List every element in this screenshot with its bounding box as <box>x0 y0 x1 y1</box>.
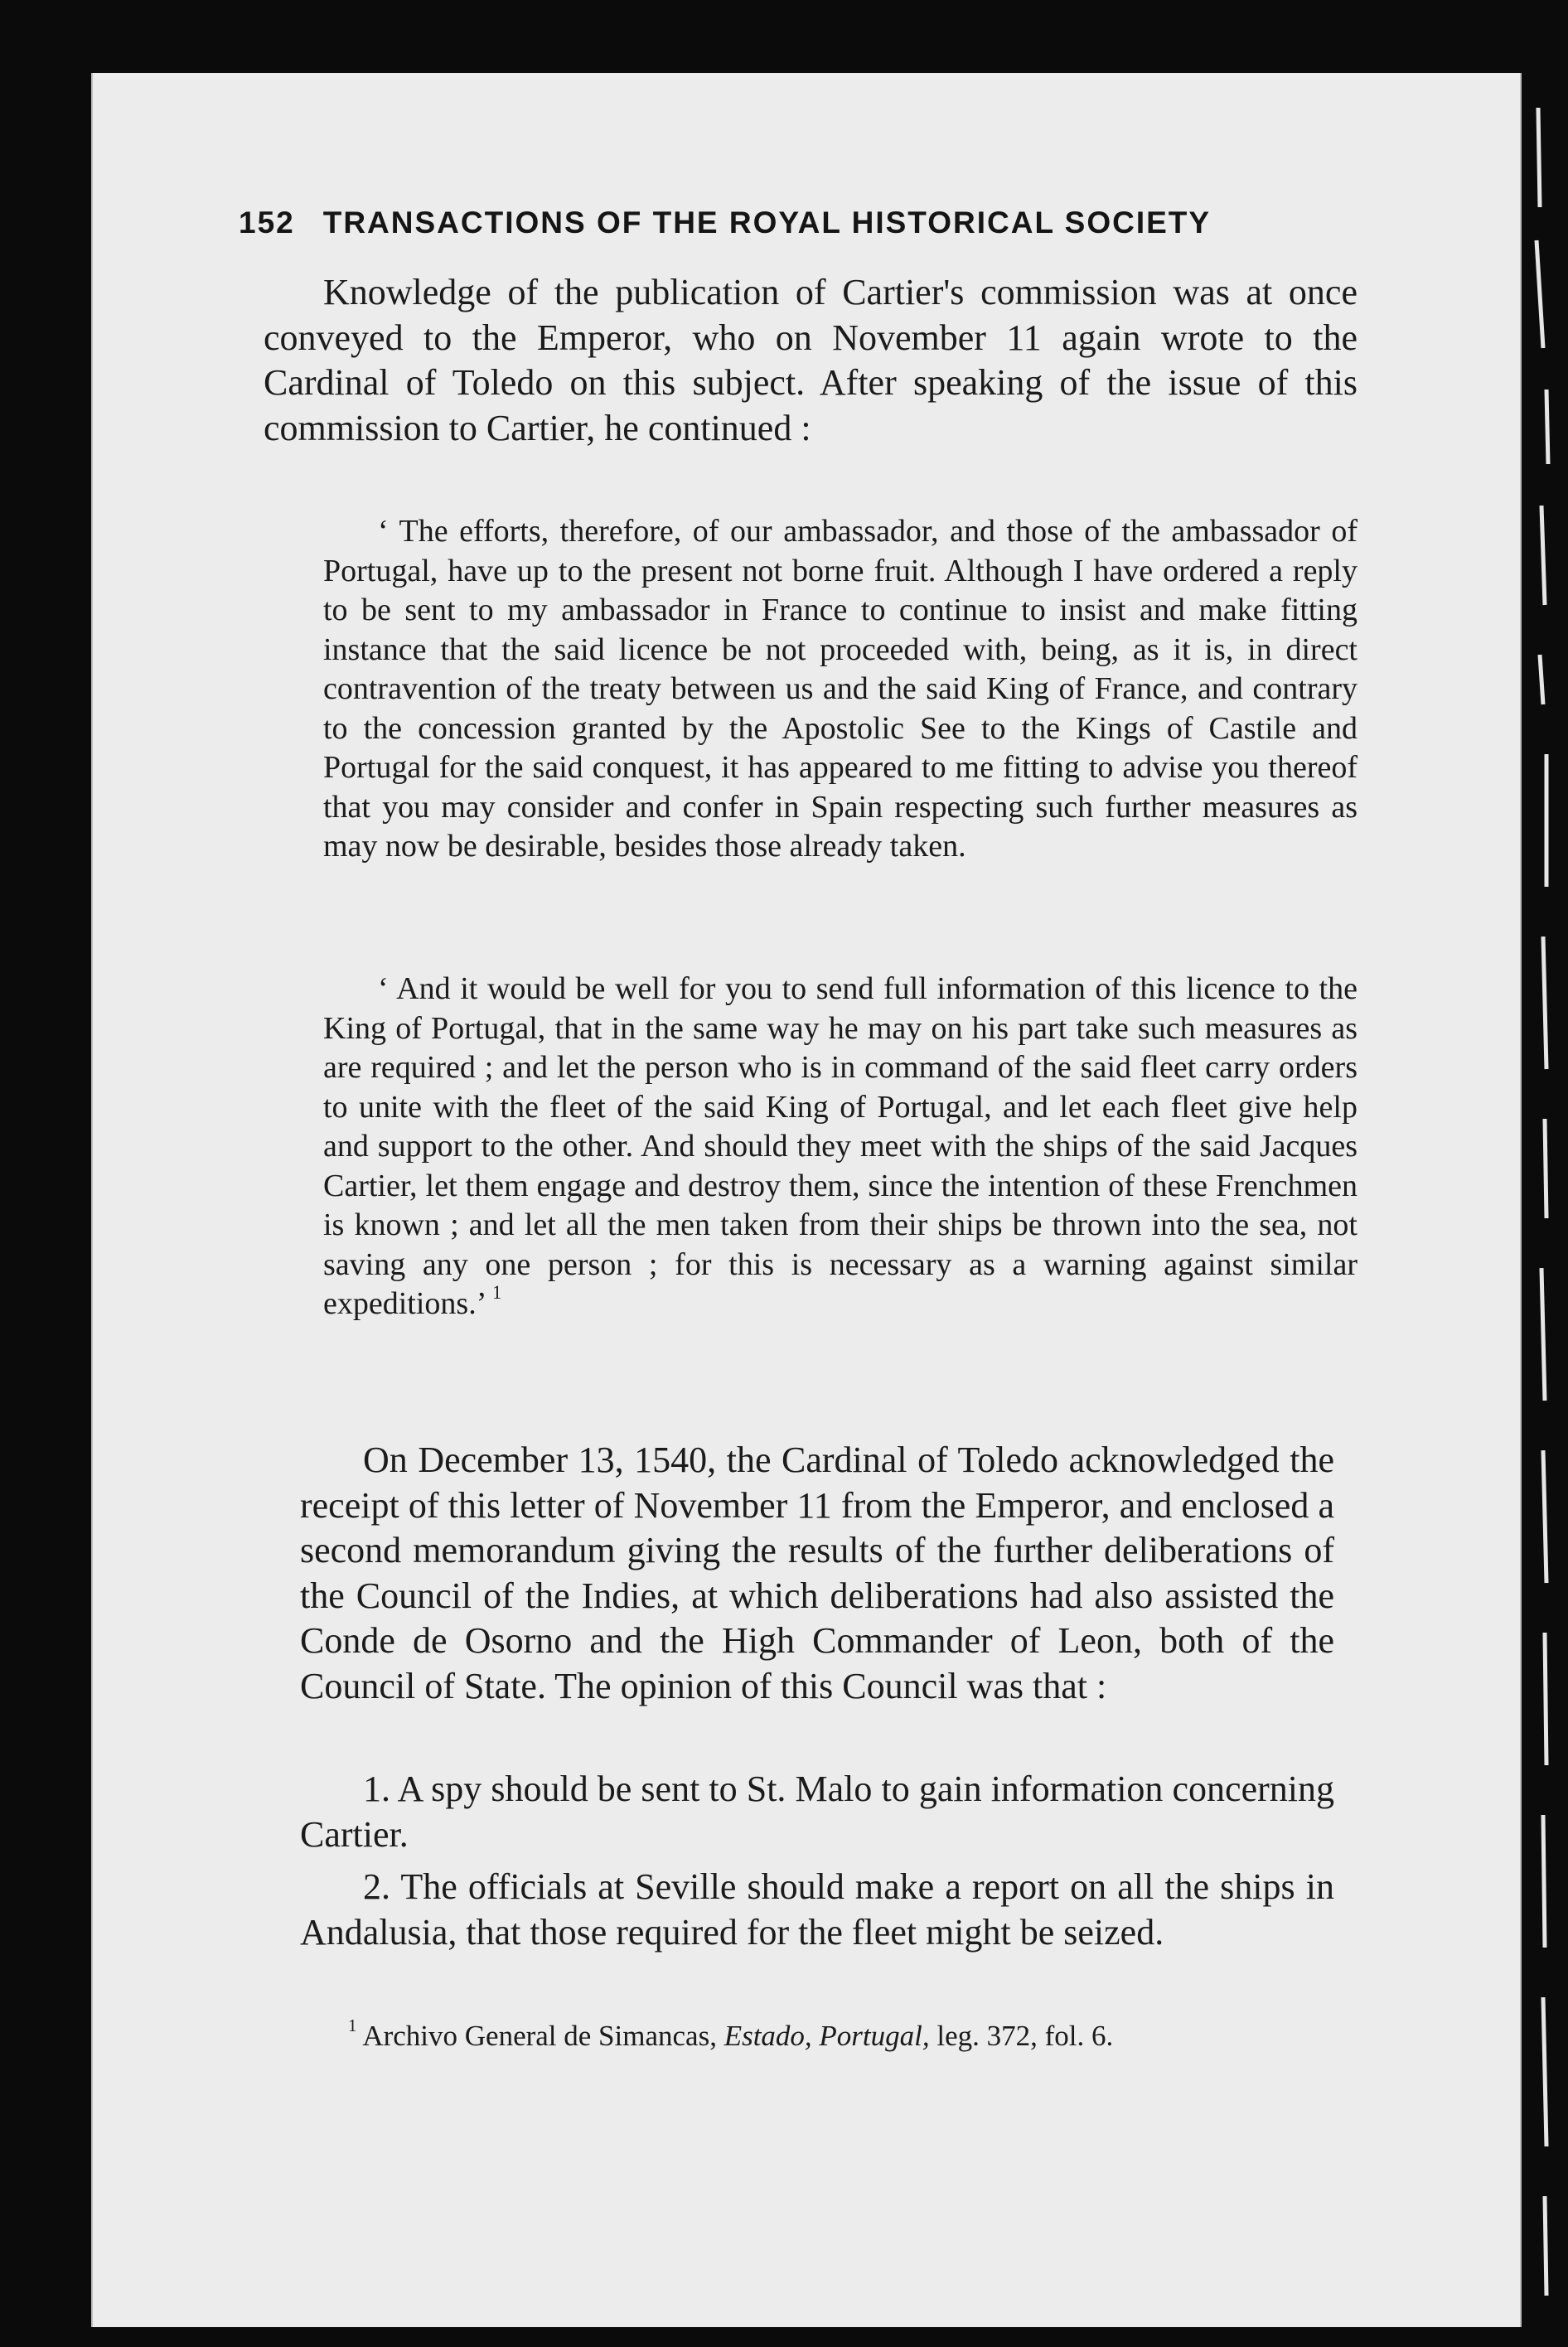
body-paragraph: On December 13, 1540, the Cardinal of Toledo acknowledged the receipt of this letter of November 11 from the Emperor, and enclosed a second memorandum giving the results of the further deliberations of the Council of the Indies, at which deliberations had also assisted the Conde de Osorno and the High Commander of Leon, both of the Council of State. The opinion of this Council was that : <box>300 1440 1334 1706</box>
quoted-letter-paragraph: ‘ The efforts, therefore, of our ambassador, and those of the ambassador of Portugal, have up to the present not borne fruit. Although I have ordered a reply to be sent to my ambassador in France to continue to insist and make fitting instance that the said licence be not proceeded with, being, as it is, in direct contravention of the treaty between us and the said King of France, and contrary to the concession granted by the Apostolic See to the Kings of Castile and Portugal for the said conquest, it has appeared to me fitting to advise you thereof that you may consider and confer in Spain respecting such further measures as may now be desirable, besides those already taken. <box>323 514 1357 864</box>
footnote <box>348 2016 1343 2054</box>
quoted-letter-text: ‘ And it would be well for you to send full information of this licence to the King of Portugal, that in the same way he may on his part take such measures as are required ; and let the person who is in command of the said fleet carry orders to unite with the fleet of the said King of Portugal, and let each fleet give help and support to the other. And should they meet with the ships of the said Jacques Cartier, let them engage and destroy them, since the intention of these Frenchmen is known ; and let all the men taken from their ships be thrown into the sea, not saving any one person ; for this is necessary as a warning against similar expeditions.’ <box>323 971 1357 1321</box>
list-item: 2. The officials at Seville should make a report on all the ships in Andalusia, that those required for the fleet might be seized. <box>300 1866 1334 1953</box>
footnote-reference-text: leg. 372, fol. 6. <box>936 2020 1114 2052</box>
page-number: 152 <box>239 206 295 240</box>
running-title: TRANSACTIONS OF THE ROYAL HISTORICAL SOCIETY <box>322 206 1212 240</box>
footnote-series: Estado, Portugal, <box>724 2020 930 2052</box>
footnote-source: Archivo General de Simancas, <box>362 2020 717 2052</box>
list-item: 1. A spy should be sent to St. Malo to gain information concerning Cartier. <box>300 1769 1334 1855</box>
footnote-marker: 1 <box>348 2016 357 2036</box>
quoted-letter-paragraph <box>323 970 1357 1324</box>
footnote-reference: 1 <box>492 1281 502 1303</box>
body-paragraph: Knowledge of the publication of Cartier's commission was at once conveyed to the Emperor, who on November 11 again wrote to the Cardinal of Toledo on this subject. After speaking of the issue of this commission to Cartier, he continued : <box>264 272 1357 448</box>
running-header <box>239 206 1316 240</box>
neighbouring-page-edge <box>1522 75 1561 2312</box>
